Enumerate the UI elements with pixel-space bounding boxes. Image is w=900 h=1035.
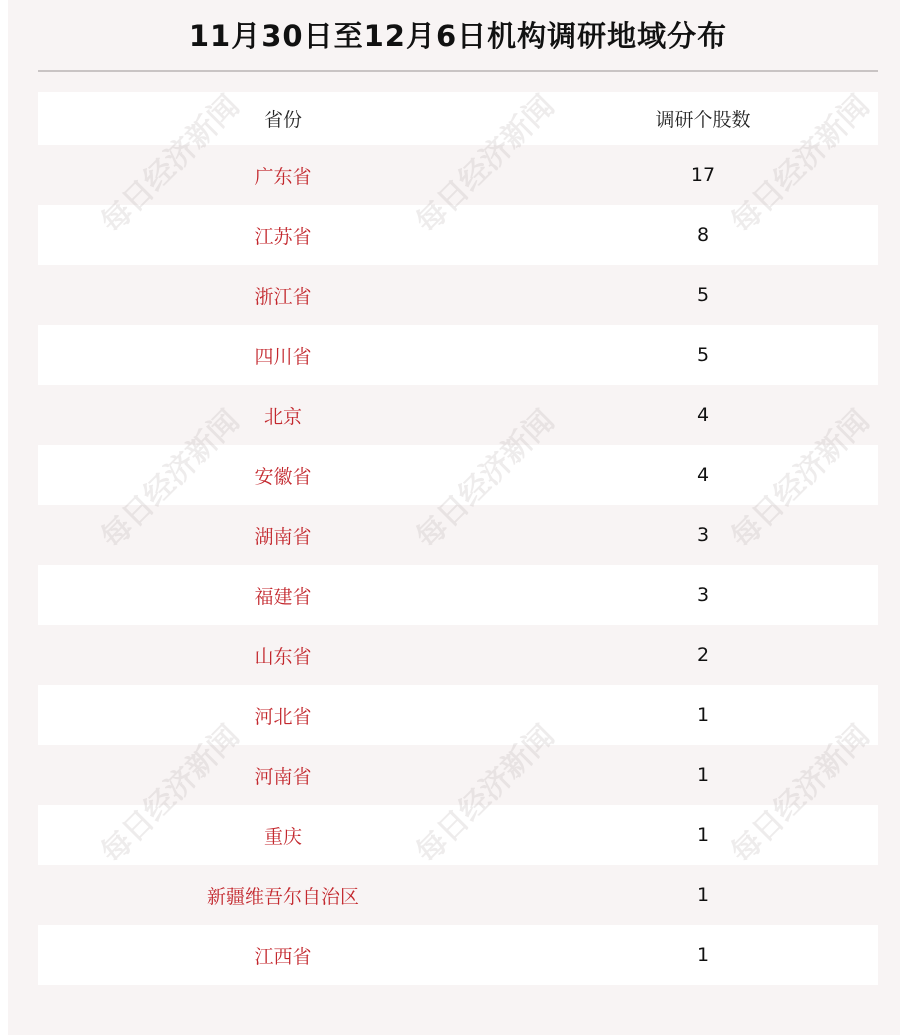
- count-cell: 3: [696, 524, 710, 546]
- count-cell: 5: [696, 344, 710, 366]
- table-row: [38, 145, 878, 205]
- province-cell: 湖南省: [254, 525, 312, 548]
- title-divider: [38, 70, 878, 72]
- province-cell: 福建省: [254, 585, 312, 608]
- province-cell: 四川省: [254, 345, 312, 368]
- count-cell: 1: [696, 824, 710, 846]
- count-cell: 1: [696, 884, 710, 906]
- province-cell: 河南省: [254, 765, 312, 788]
- table-row: [38, 265, 878, 325]
- table-row: [38, 565, 878, 625]
- column-header-count: 调研个股数: [655, 109, 751, 131]
- province-cell: 河北省: [254, 705, 312, 728]
- province-cell: 江苏省: [254, 225, 312, 248]
- province-cell: 广东省: [254, 165, 312, 188]
- table-row: [38, 325, 878, 385]
- count-cell: 17: [690, 164, 716, 186]
- province-cell: 新疆维吾尔自治区: [206, 885, 359, 908]
- table-row: [38, 685, 878, 745]
- table-row: [38, 865, 878, 925]
- data-table: [38, 92, 878, 985]
- table-row: [38, 445, 878, 505]
- count-cell: 5: [696, 284, 710, 306]
- count-cell: 8: [696, 224, 710, 246]
- table-row: [38, 925, 878, 985]
- page-title: 11月30日至12月6日机构调研地域分布: [188, 19, 728, 53]
- count-cell: 2: [696, 644, 710, 666]
- table-row: [38, 205, 878, 265]
- province-cell: 北京: [263, 405, 302, 428]
- province-cell: 重庆: [263, 825, 302, 848]
- table-row: [38, 625, 878, 685]
- table-panel: [8, 0, 900, 1035]
- table-row: [38, 385, 878, 445]
- province-cell: 江西省: [254, 945, 312, 968]
- count-cell: 1: [696, 764, 710, 786]
- province-cell: 浙江省: [254, 285, 312, 308]
- count-cell: 1: [696, 944, 710, 966]
- count-cell: 4: [696, 404, 710, 426]
- province-cell: 山东省: [254, 645, 312, 668]
- count-cell: 1: [696, 704, 710, 726]
- column-header-province: 省份: [263, 109, 302, 131]
- count-cell: 3: [696, 584, 710, 606]
- count-cell: 4: [696, 464, 710, 486]
- table-header-row: [38, 92, 878, 145]
- table-row: [38, 805, 878, 865]
- province-cell: 安徽省: [254, 465, 312, 488]
- table-row: [38, 745, 878, 805]
- table-row: [38, 505, 878, 565]
